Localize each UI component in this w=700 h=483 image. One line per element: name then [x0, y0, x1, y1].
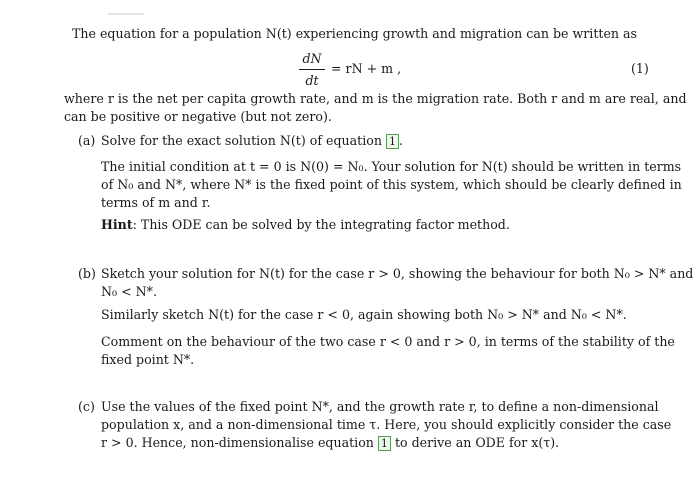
part-b-para-3	[101, 333, 675, 369]
fraction-numerator: dN	[302, 51, 322, 66]
part-b-line-3: Similarly sketch N(t) for the case r < 0, again showing both N₀ > N* and N₀ < N*.	[101, 307, 627, 322]
part-a-question-text: Solve for the exact solution N(t) of equation	[101, 133, 382, 148]
part-a-question-end: .	[398, 133, 403, 148]
equation-rhs: = rN + m ,	[331, 61, 402, 76]
part-b-label: (b)	[78, 266, 96, 281]
equation-number: (1)	[631, 61, 649, 76]
faint-header-mark	[108, 13, 144, 15]
part-c-label: (c)	[78, 399, 95, 414]
part-b-line-1: Sketch your solution for N(t) for the case r > 0, showing the behaviour for both N₀ > N* and	[101, 266, 694, 281]
part-c-line-3-text: r > 0. Hence, non-dimensionalise equation	[101, 435, 374, 450]
part-a-label: (a)	[78, 133, 96, 148]
part-b-para-1	[101, 265, 694, 301]
part-c-line-3-end: to derive an ODE for x(τ).	[394, 435, 560, 450]
derivative-fraction	[297, 50, 327, 90]
equation-1	[0, 50, 700, 94]
hint-text: : This ODE can be solved by the integrating factor method.	[132, 217, 510, 232]
fraction-denominator: dt	[305, 73, 319, 88]
equation-ref-link[interactable]: 1	[386, 134, 399, 149]
part-a-body-line-3: terms of m and r.	[101, 195, 211, 210]
fraction-bar	[299, 69, 325, 70]
part-c-line-1: Use the values of the fixed point N*, and the growth rate r, to define a non-dimensional	[101, 399, 659, 414]
part-a-question	[101, 132, 661, 150]
part-a-body-line-2: of N₀ and N*, where N* is the fixed point of this system, which should be clearly defined in	[101, 177, 682, 192]
equation-ref-link-2[interactable]: 1	[378, 436, 391, 451]
part-b-line-5: fixed point N*.	[101, 352, 195, 367]
part-c-para	[101, 398, 672, 452]
where-paragraph	[64, 90, 687, 126]
where-line-1: where r is the net per capita growth rate, and m is the migration rate. Both r and m are real, and	[64, 91, 687, 106]
part-b-line-2: N₀ < N*.	[101, 284, 157, 299]
part-a-body	[101, 158, 682, 212]
where-line-2: can be positive or negative (but not zero).	[64, 109, 332, 124]
part-c-line-2: population x, and a non-dimensional time τ. Here, you should explicitly consider the case	[101, 417, 672, 432]
intro-text: The equation for a population N(t) experiencing growth and migration can be written as	[72, 26, 637, 41]
part-b-para-2	[101, 306, 661, 324]
part-b-line-4: Comment on the behaviour of the two case r < 0 and r > 0, in terms of the stability of the	[101, 334, 675, 349]
part-a-hint	[101, 216, 661, 234]
hint-label: Hint	[101, 217, 133, 232]
part-a-body-line-1: The initial condition at t = 0 is N(0) = N₀. Your solution for N(t) should be written in terms	[101, 159, 682, 174]
